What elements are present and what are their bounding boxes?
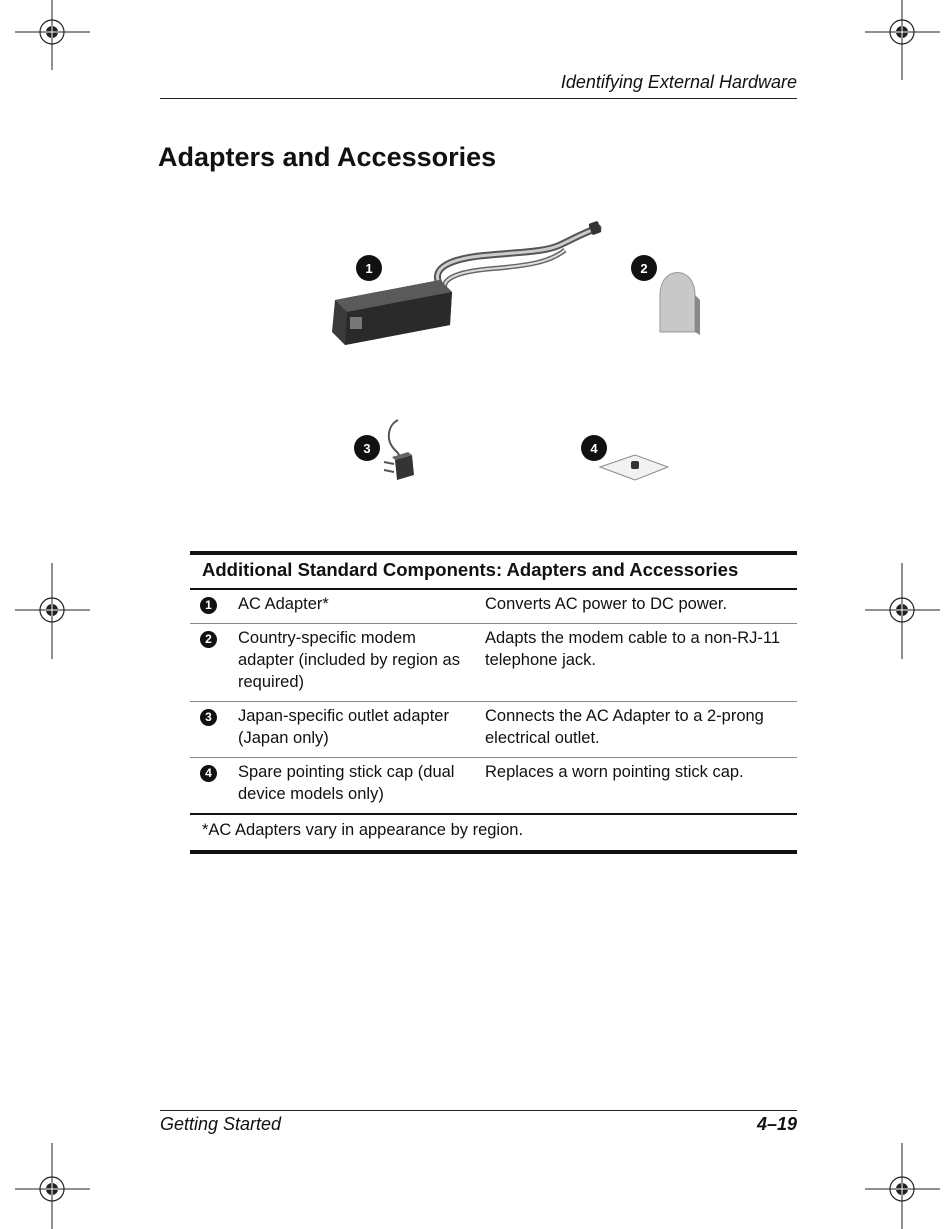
registration-mark-icon: [15, 1143, 90, 1229]
svg-text:4: 4: [590, 441, 598, 456]
svg-text:2: 2: [640, 261, 648, 276]
accessories-illustration: [0, 200, 950, 520]
table-footnote-row: [190, 814, 797, 852]
component-name: Spare pointing stick cap (dual device models only): [232, 758, 479, 815]
callout-2: [631, 255, 657, 281]
table-row: [190, 702, 797, 758]
component-name: Japan-specific outlet adapter (Japan only): [232, 702, 479, 758]
component-name: Country-specific modem adapter (included by region as required): [232, 624, 479, 702]
header-rule: [160, 98, 797, 99]
callout-number: 2: [200, 631, 217, 648]
footer-rule: [160, 1110, 797, 1111]
component-description: Converts AC power to DC power.: [479, 589, 797, 624]
component-name: AC Adapter*: [232, 589, 479, 624]
table-row: [190, 589, 797, 624]
registration-mark-icon: [15, 563, 90, 659]
registration-mark-icon: [865, 1143, 940, 1229]
callout-4: [581, 435, 607, 461]
table-row: [190, 624, 797, 702]
components-table: [190, 551, 797, 854]
running-header: Identifying External Hardware: [560, 72, 797, 92]
callout-number: 4: [200, 765, 217, 782]
registration-mark-icon: [865, 0, 940, 80]
pointing-stick-cap-illustration: [600, 455, 668, 480]
svg-text:1: 1: [365, 261, 373, 276]
table-row: [190, 758, 797, 815]
page-number: 4–19: [756, 1114, 797, 1134]
svg-text:3: 3: [363, 441, 371, 456]
component-description: Replaces a worn pointing stick cap.: [479, 758, 797, 815]
callout-number: 3: [200, 709, 217, 726]
outlet-adapter-illustration: [384, 420, 414, 480]
ac-adapter-illustration: [332, 221, 602, 345]
callout-1: [356, 255, 382, 281]
table-footnote: *AC Adapters vary in appearance by region.: [190, 814, 797, 852]
registration-mark-icon: [865, 563, 940, 659]
footer-book-title: Getting Started: [160, 1114, 282, 1134]
component-description: Connects the AC Adapter to a 2-prong electrical outlet.: [479, 702, 797, 758]
callout-3: [354, 435, 380, 461]
registration-mark-icon: [15, 0, 90, 70]
table-caption: Additional Standard Components: Adapters and Accessories: [190, 553, 797, 589]
component-description: Adapts the modem cable to a non-RJ-11 telephone jack.: [479, 624, 797, 702]
modem-adapter-illustration: [660, 273, 700, 336]
section-title: Adapters and Accessories: [158, 142, 497, 172]
callout-number: 1: [200, 597, 217, 614]
